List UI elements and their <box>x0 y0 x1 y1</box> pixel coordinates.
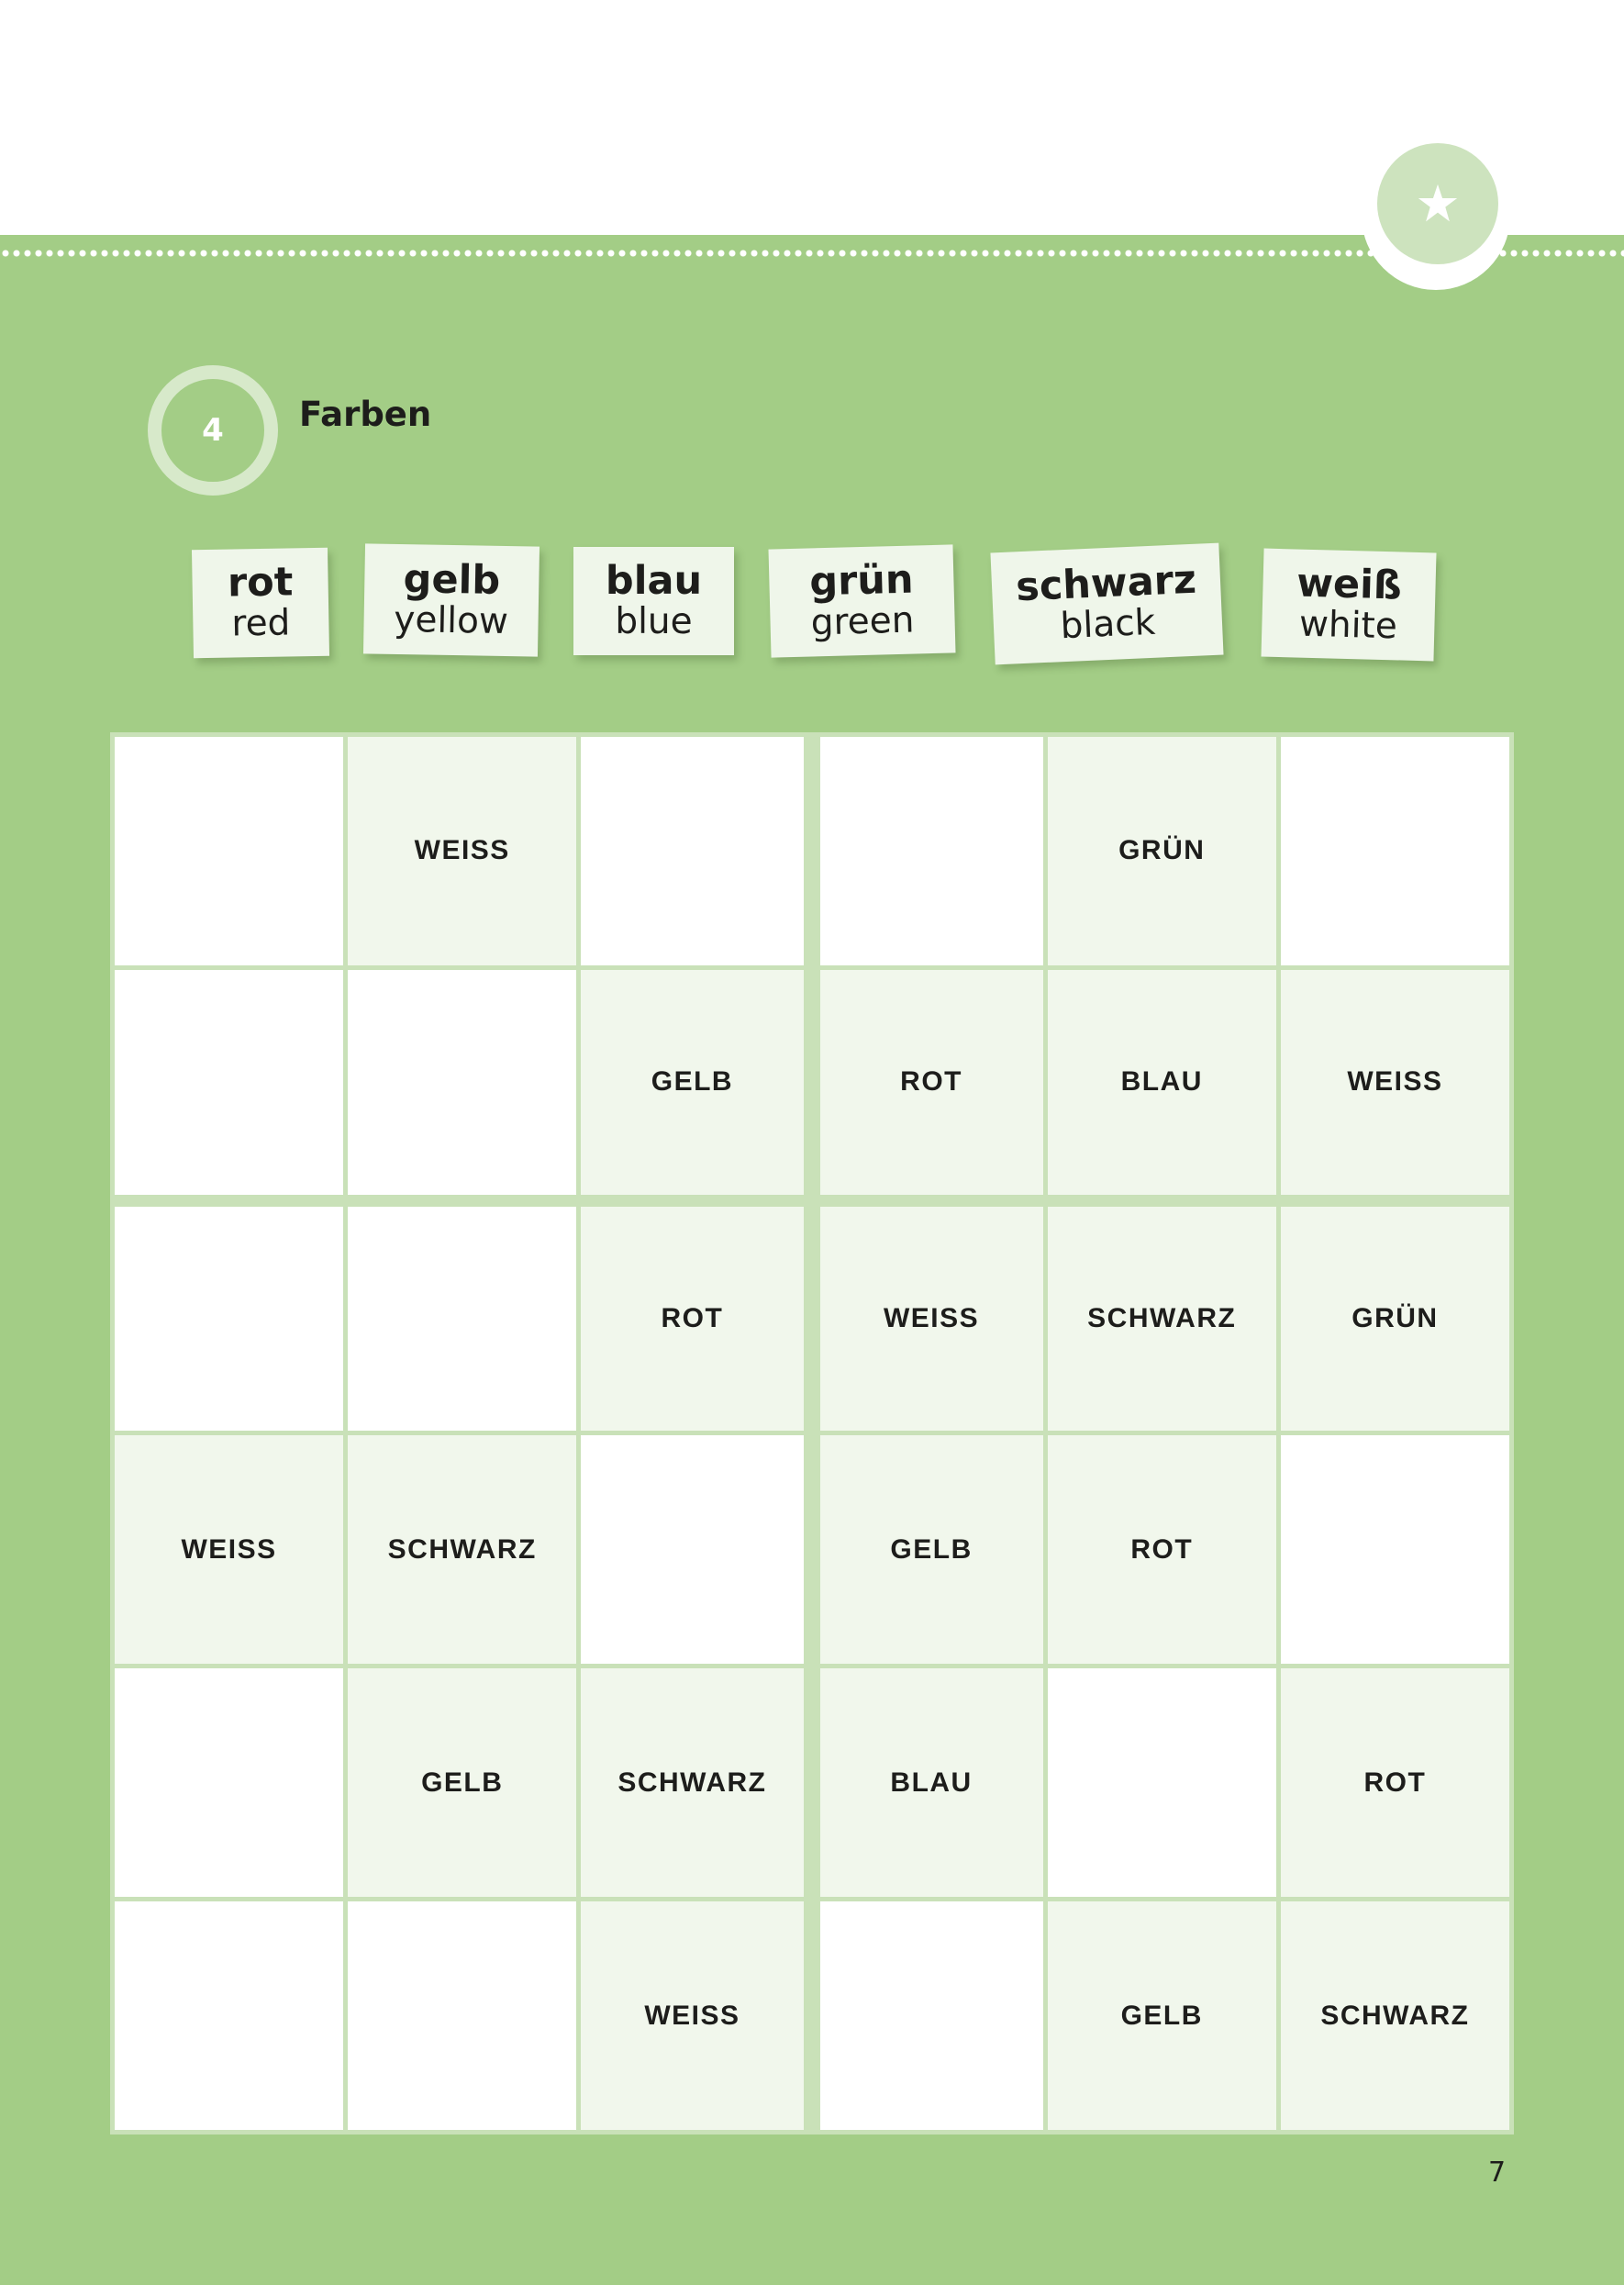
grid-cell[interactable]: GRÜN <box>1281 1207 1509 1432</box>
vocab-english: blue <box>615 600 693 642</box>
vocab-card-gelb <box>363 543 539 656</box>
grid-cell[interactable] <box>1048 1668 1276 1897</box>
grid-cell[interactable]: BLAU <box>820 1668 1043 1897</box>
vocab-english: green <box>810 599 915 644</box>
grid-cell[interactable]: SCHWARZ <box>1048 1207 1276 1432</box>
vocab-card-weiss <box>1261 549 1436 662</box>
grid-cell[interactable]: GELB <box>1048 1901 1276 2130</box>
vocab-english: white <box>1298 603 1398 648</box>
grid-cell[interactable]: SCHWARZ <box>1281 1901 1509 2130</box>
grid-cell[interactable]: ROT <box>581 1207 803 1432</box>
grid-cell[interactable]: GRÜN <box>1048 737 1276 965</box>
grid-cell[interactable]: WEISS <box>348 737 576 965</box>
vocab-card-rot <box>192 548 329 659</box>
grid-cell[interactable] <box>1281 737 1509 965</box>
grid-cell[interactable]: SCHWARZ <box>348 1435 576 1664</box>
vocab-german: blau <box>605 557 703 604</box>
exercise-number: 4 <box>202 412 224 449</box>
vocab-german: grün <box>808 556 915 606</box>
grid-cell[interactable]: ROT <box>820 970 1043 1195</box>
word-grid <box>110 732 1514 2135</box>
grid-cell[interactable]: WEISS <box>115 1435 343 1664</box>
grid-cell[interactable] <box>115 970 343 1195</box>
grid-cell[interactable]: WEISS <box>581 1901 803 2130</box>
grid-cell[interactable] <box>115 1901 343 2130</box>
vocab-german: rot <box>227 558 294 607</box>
exercise-title: Farben <box>299 395 432 434</box>
grid-cell[interactable]: SCHWARZ <box>581 1668 803 1897</box>
grid-cell[interactable]: ROT <box>1048 1435 1276 1664</box>
grid-cell[interactable]: WEISS <box>1281 970 1509 1195</box>
grid-cell[interactable] <box>1281 1435 1509 1664</box>
star-icon <box>1377 143 1498 264</box>
grid-cell[interactable] <box>581 1435 803 1664</box>
grid-cell[interactable]: GELB <box>820 1435 1043 1664</box>
vocab-card-schwarz <box>990 543 1223 665</box>
grid-cell[interactable] <box>820 737 1043 965</box>
vocab-german: gelb <box>403 555 501 604</box>
grid-cell[interactable] <box>115 1668 343 1897</box>
vocab-card-gruen <box>768 544 955 657</box>
vocab-german: weiß <box>1296 560 1403 609</box>
grid-cell[interactable]: GELB <box>581 970 803 1195</box>
grid-cell[interactable]: WEISS <box>820 1207 1043 1432</box>
grid-cell[interactable]: BLAU <box>1048 970 1276 1195</box>
vocab-english: yellow <box>393 598 509 642</box>
grid-cell[interactable]: ROT <box>1281 1668 1509 1897</box>
grid-cell[interactable]: GELB <box>348 1668 576 1897</box>
grid-cell[interactable] <box>115 1207 343 1432</box>
page-number: 7 <box>1488 2157 1507 2189</box>
grid-cell[interactable] <box>348 1901 576 2130</box>
vocab-english: red <box>231 602 291 645</box>
vocab-card-blau <box>573 547 734 655</box>
grid-cell[interactable] <box>348 1207 576 1432</box>
vocab-german: schwarz <box>1015 556 1197 610</box>
grid-cell[interactable] <box>348 970 576 1195</box>
grid-cell[interactable] <box>115 737 343 965</box>
grid-cell[interactable] <box>581 737 803 965</box>
grid-cell[interactable] <box>820 1901 1043 2130</box>
vocab-english: black <box>1059 601 1157 647</box>
